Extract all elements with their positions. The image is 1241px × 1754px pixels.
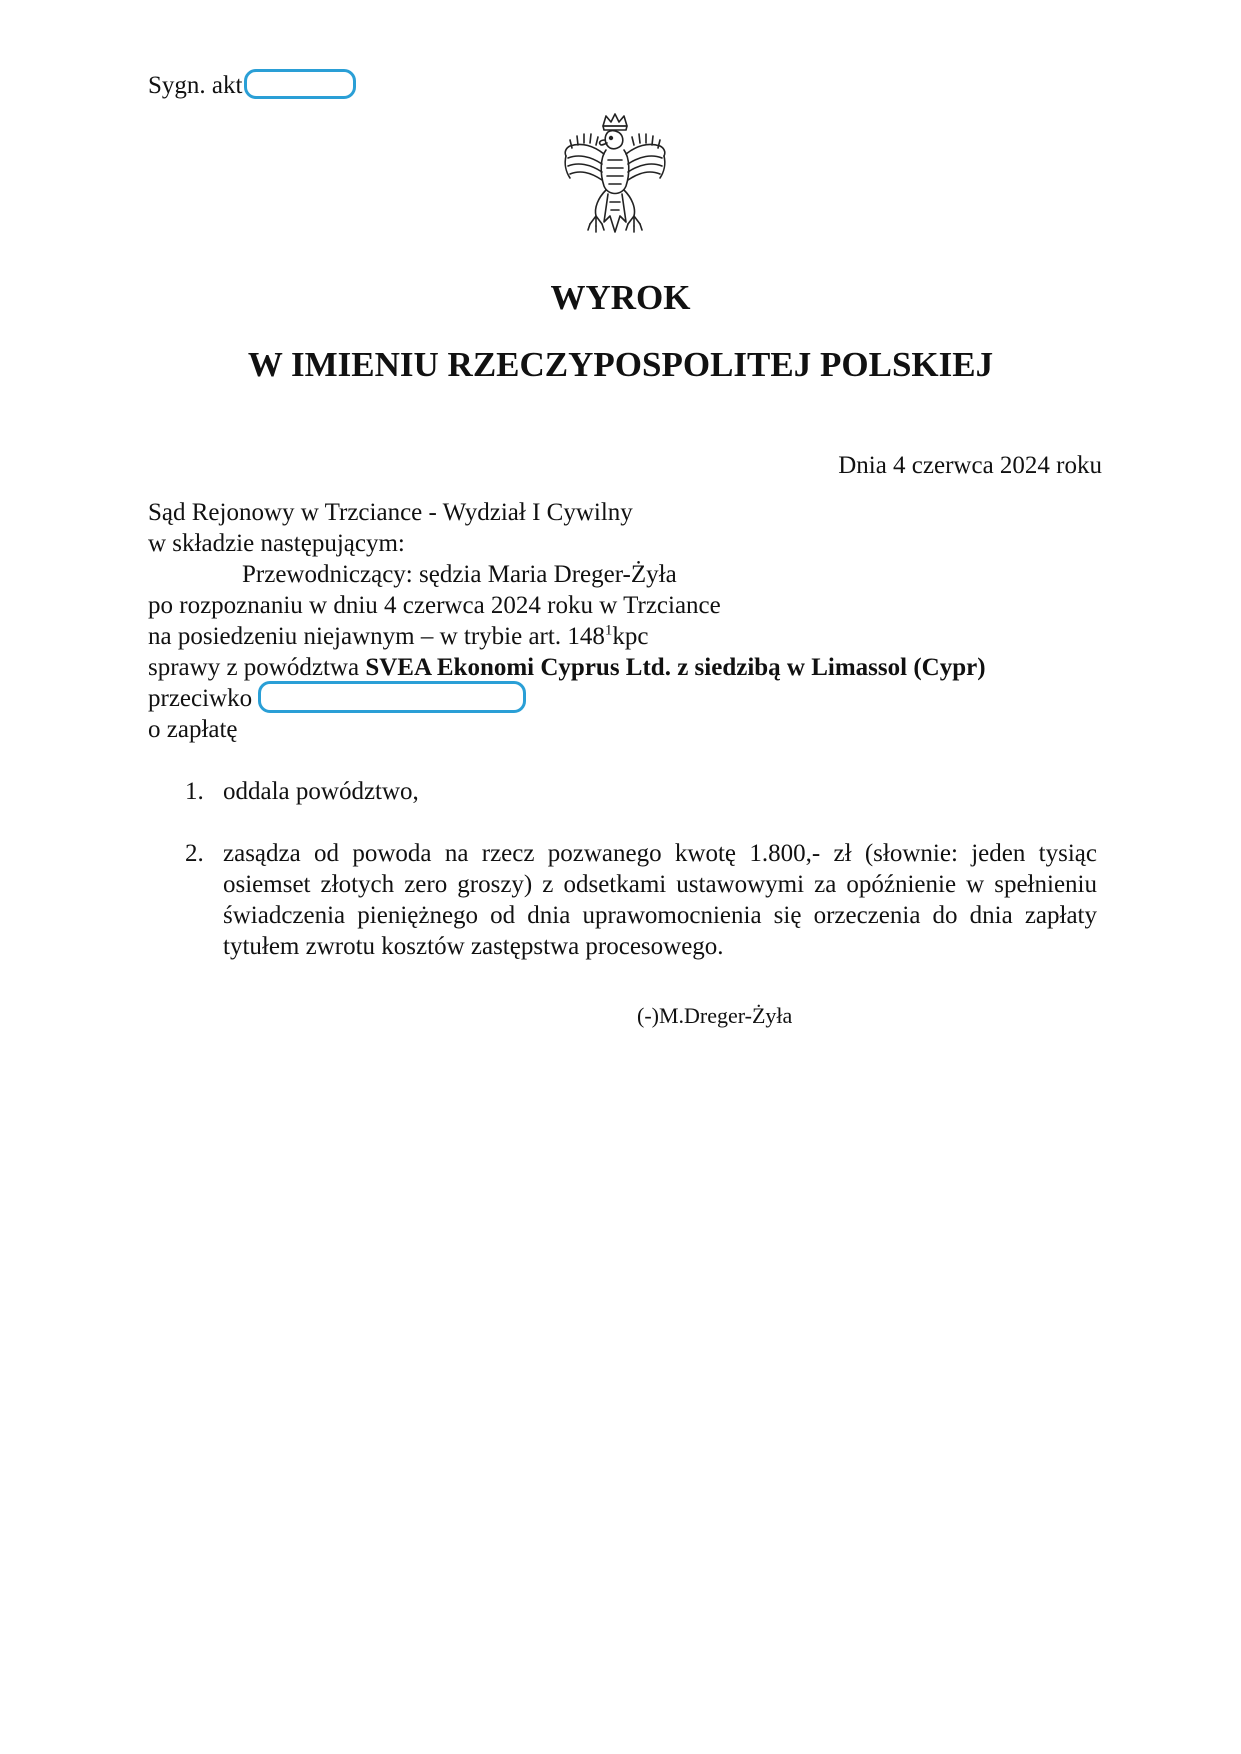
judgment-date: Dnia 4 czerwca 2024 roku: [838, 452, 1102, 479]
against-line: [148, 683, 986, 714]
ruling-item: [185, 838, 1097, 962]
claimant-name: SVEA Ekonomi Cyprus Ltd. z siedzibą w Limassol (Cypr): [365, 654, 986, 681]
polish-eagle-icon: [556, 112, 674, 244]
claim-line: [148, 652, 986, 683]
session-line: [148, 621, 986, 652]
judge-signature: (-)M.Dreger-Żyła: [637, 1003, 793, 1028]
ruling-number: 1.: [185, 778, 204, 805]
composition-line: w składzie następującym:: [148, 530, 405, 557]
ruling-text: oddala powództwo,: [223, 778, 419, 805]
ruling-number: 2.: [185, 840, 204, 867]
session-superscript: 1: [604, 622, 613, 639]
redacted-case-number: [244, 69, 356, 99]
against-label: przeciwko: [148, 685, 253, 712]
session-prefix: na posiedzeniu niejawnym – w trybie art. 148: [148, 623, 605, 650]
document-title: WYROK: [550, 278, 691, 317]
court-name: Sąd Rejonowy w Trzciance - Wydział I Cywilny: [148, 499, 633, 526]
hearing-line: po rozpoznaniu w dniu 4 czerwca 2024 roku w Trzciance: [148, 592, 721, 619]
judgment-intro: [148, 497, 986, 745]
case-reference-label: Sygn. akt: [148, 72, 243, 99]
redacted-defendant: [258, 681, 526, 713]
claim-prefix: sprawy z powództwa: [148, 654, 366, 681]
session-suffix: kpc: [612, 623, 649, 650]
document-subtitle: W IMIENIU RZECZYPOSPOLITEJ POLSKIEJ: [247, 345, 994, 384]
ruling-item: [185, 776, 1097, 807]
ruling-text: zasądza od powoda na rzecz pozwanego kwotę 1.800,- zł (słownie: jeden tysiąc osiemset złotych zero groszy) z odsetkami ustawowymi za opóźnienie w spełnieniu świadczenia pieniężnego od dnia uprawomocnienia się orzeczenia do dnia zapłaty tytułem zwrotu kosztów zastępstwa procesowego.: [223, 840, 1097, 960]
case-reference: [148, 72, 356, 100]
presiding-judge: Przewodniczący: sędzia Maria Dreger-Żyła: [242, 561, 677, 588]
subject-line: o zapłatę: [148, 716, 238, 743]
